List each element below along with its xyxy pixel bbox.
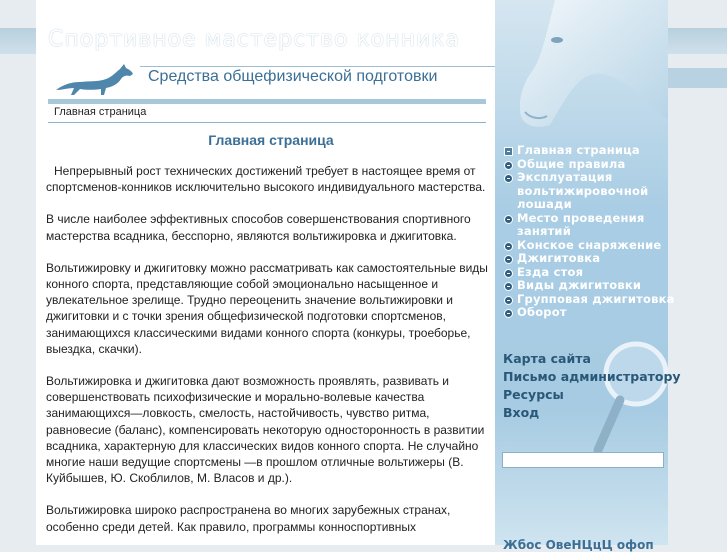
footer-fragment: Жбос ОвеНЦцЦ офоп [503,538,654,552]
nav-item-standing-ride[interactable]: Езда стоя [507,266,675,280]
paragraph: Вольтижировку и джигитовку можно рассматривать как самостоятельные виды конного спорта, представляющие собой эмоционально насыщенное и увлекательное зрелище. Трудно переоценить значение вольтижировки и джигитовки и с точки зрения общефизической подготовки спортсменов, занимающихся классическими видами конного спорта (конкуры, троеборье, выездка, скачки). [46,260,488,356]
nav-bullet-icon [504,161,513,170]
sitemap-link[interactable]: Карта сайта [503,351,591,366]
nav-item-turn[interactable]: Оборот [507,306,675,320]
horse-logo-icon [54,60,134,98]
nav-item-horse-use[interactable]: Эксплуатация вольтижировочной лошади [507,171,675,212]
paragraph: В числе наиболее эффективных способов совершенствования спортивного мастерства всадника, бесспорно, являются вольтижировка и джигитовка. [46,212,471,243]
resources-link[interactable]: Ресурсы [503,387,564,402]
nav-bullet-icon [504,242,513,251]
paragraph: Вольтижировка широко распространена во многих зарубежных странах, особенно среди детей. Как правило, программы конноспортивных [46,503,451,534]
nav-item-general-rules[interactable]: Общие правила [507,158,675,172]
header-rule [48,99,486,104]
nav-item-group[interactable]: Групповая джигитовка [507,293,675,307]
page-title: Главная страница [208,132,334,148]
nav-bullet-icon [504,296,513,305]
nav-bullet-icon [504,147,513,156]
nav-item-tack[interactable]: Конское снаряжение [507,239,675,253]
nav-bullet-icon [504,255,513,264]
paragraph: Вольтижировка и джигитовка дают возможность проявлять, развивать и совершенствовать психофизические и морально-волевые качества занимающихся—ловкость, смелость, настойчивость, чувство ритма, равновесие (баланс), компенсировать некоторую односторонность в развитии всадника, характерную для классических видов конного спорта. Не случайно многие наши ведущие спортсмены —в прошлом отличные вольтижеры (В. Куйбышев, Ю. Скоблилов, М. Власов и др.). [46,374,485,486]
paragraph: Непрерывный рост технических достижений требует в настоящее время от спортсменов-конников исключительно высокого индивидуального мастерства. [46,164,486,195]
header-band-right [668,68,727,88]
utility-links [503,350,681,422]
nav-bullet-icon [504,215,513,224]
article-body [46,163,488,551]
login-link[interactable]: Вход [503,405,540,420]
nav-item-dzhigitovka[interactable]: Джигитовка [507,252,675,266]
horse-head-icon [495,0,668,135]
nav-bullet-icon [504,282,513,291]
write-admin-link[interactable]: Письмо администратору [503,369,681,384]
nav-bullet-icon [504,174,513,183]
sidebar-nav [507,144,675,320]
nav-item-venue[interactable]: Место проведения занятий [507,212,675,239]
breadcrumb[interactable]: Главная страница [54,106,147,118]
nav-item-types[interactable]: Виды джигитовки [507,279,675,293]
subtitle-line [140,66,495,67]
nav-bullet-icon [504,269,513,278]
site-title: Спортивное мастерство конника [48,27,461,52]
search-input[interactable] [502,452,664,468]
nav-item-home[interactable]: Главная страница [507,144,675,158]
nav-bullet-icon [504,309,513,318]
breadcrumb-rule [48,122,486,123]
section-subtitle: Средства общефизической подготовки [148,68,438,85]
